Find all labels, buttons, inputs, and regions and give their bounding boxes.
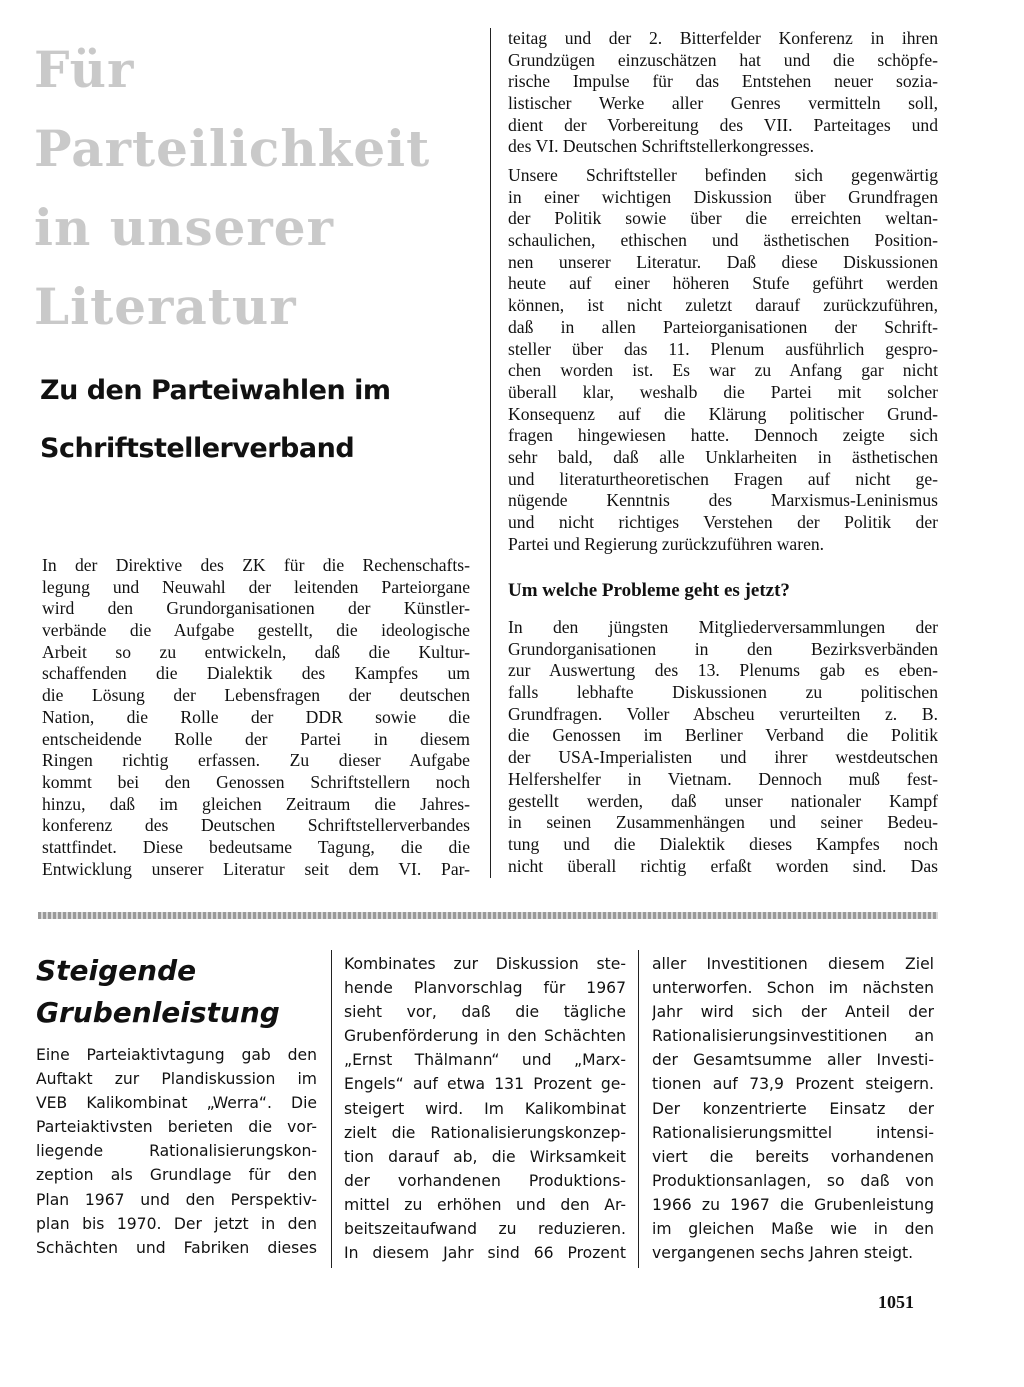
text-line: Plan 1967 und den Perspektiv- [36,1190,317,1209]
article-right-column-p3 [508,617,938,877]
text-line: schaffenden die Dialektik des Kampfes um [42,663,470,684]
text-line: überall klar, weshalb die Partei mit solcher [508,381,938,402]
text-line: Unsere Schriftsteller befinden sich gegenwärtig [508,165,938,185]
column-divider [490,28,491,878]
text-line: Nation, die Rolle der DDR sowie die [42,706,470,727]
text-line: der vorhandenen Produktions- [344,1171,626,1190]
text-line: entscheidende Rolle der Partei in diesem [42,728,470,749]
text-line: sieht vor, daß die tägliche [344,1003,626,1022]
text-line: Rationalisierungsinvestitionen an [652,1027,934,1046]
text-line: In den jüngsten Mitgliederversammlungen der [508,617,938,637]
text-line: Schächten und Fabriken dieses [36,1238,317,1257]
text-line: zielt die Rationalisierungskonzep- [344,1123,626,1142]
column-divider [331,950,332,1268]
text-line: Kombinates zur Diskussion ste- [344,955,626,973]
title-line: Grubenleistung [36,996,280,1029]
text-line: zur Auswertung des 13. Plenums gab es eben- [508,660,938,681]
article2-column-3 [652,952,934,1265]
text-line: Helfershelfer in Vietnam. Dennoch muß fest- [508,768,938,789]
text-line: steigert wird. Im Kalikombinat [344,1099,626,1118]
text-line: nicht überall richtig erfaßt worden sind. Das [508,855,938,876]
text-line: die Genossen im Berliner Verband die Politik [508,725,938,746]
text-line: Entwicklung unserer Literatur seit dem VI. Par- [42,858,470,879]
text-line: Arbeit so zu entwickeln, daß die Kultur- [42,641,470,662]
text-line: Produktionsanlagen, so daß von [652,1171,934,1190]
kicker-headline [34,30,474,346]
article-left-column [42,555,470,880]
title-line: Steigende [36,954,197,987]
text-line: In der Direktive des ZK für die Rechenschafts- [42,555,470,575]
text-line: schaulichen, ethischen und ästhetischen Position- [508,230,938,251]
text-line: kommt bei den Genossen Schriftstellern noch [42,771,470,792]
text-line: Konsequenz auf die Klärung politischer Grund- [508,403,938,424]
column-divider [638,950,639,1268]
kicker-line: in unserer [34,198,334,257]
text-line: steller über das 11. Plenum ausführlich gespro- [508,338,938,359]
article-right-column-p1 [508,28,938,158]
text-line: verbände die Aufgabe gestellt, die ideologische [42,620,470,641]
text-line: 1966 zu 1967 die Grubenleistung [652,1195,934,1214]
page-number: 1051 [878,1292,914,1312]
text-line: Parteiaktivsten berieten die vor- [36,1118,317,1137]
text-line: wird den Grundorganisationen der Künstler- [42,598,470,619]
text-line: Partei und Regierung zurückzuführen waren. [508,533,825,554]
text-line: sehr bald, daß alle Unklarheiten in ästhetischen [508,446,938,467]
text-line: dient der Vorbereitung des VII. Parteitages und [508,114,938,135]
text-line: gestellt werden, daß unser nationaler Kampf [508,790,938,811]
text-line: Grundzügen einzuschätzen hat und die schöpfe- [508,49,938,70]
text-line: Jahr wird sich der Anteil der [652,1003,934,1022]
text-line: tung und die Dialektik dieses Kampfes noch [508,833,938,854]
text-line: viert die bereits vorhandenen [652,1147,934,1166]
text-line: plan bis 1970. Der jetzt in den [36,1214,317,1233]
text-line: rische Impulse für das Entstehen neuer sozia- [508,71,938,92]
article2-column-1 [36,1043,317,1260]
text-line: hinzu, daß im gleichen Zeitraum die Jahres- [42,793,470,814]
text-line: im gleichen Maße wie in den [652,1220,934,1239]
text-line: liegende Rationalisierungskon- [36,1142,317,1161]
kicker-line: Literatur [34,277,297,336]
subtitle-line: Schriftstellerverband [40,433,355,464]
text-line: zeption als Grundlage für den [36,1166,317,1185]
section-heading: Um welche Probleme geht es jetzt? [508,580,790,601]
article-right-column-p2 [508,165,938,555]
text-line: Ringen richtig erfassen. Zu dieser Aufgabe [42,750,470,771]
kicker-line: Für [34,40,135,99]
text-line: die Lösung der Lebensfragen der deutschen [42,685,470,706]
text-line: falls lebhafte Diskussionen zu politischen [508,682,938,703]
text-line: Auftakt zur Plandiskussion im [36,1070,317,1089]
text-line: in seinen Zusammenhängen und seiner Bedeu- [508,812,938,833]
text-line: hende Planvorschlag für 1967 [344,979,626,998]
text-line: und nicht richtiges Verstehen der Politik der [508,512,938,532]
article2-column-2 [344,952,626,1265]
text-line: mittel zu erhöhen und den Ar- [344,1195,626,1214]
text-line: in einer wichtigen Diskussion über Grundfragen [508,186,938,207]
text-line: vergangenen sechs Jahren steigt. [652,1244,914,1263]
text-line: Der konzentrierte Einsatz der [652,1099,934,1118]
text-line: heute auf einer höheren Stufe geführt werden [508,273,938,294]
text-line: Grundfragen. Voller Abscheu verurteilten z. B. [508,703,938,724]
text-line: Grubenförderung in den Schächten [344,1027,626,1046]
text-line: beitszeitaufwand zu reduzieren. [344,1220,626,1239]
text-line: der USA-Imperialisten und ihrer westdeutschen [508,747,938,768]
text-line: In diesem Jahr sind 66 Prozent [344,1244,626,1263]
article-subtitle [40,362,490,478]
section-separator [38,912,938,919]
text-line: VEB Kalikombinat „Werra“. Die [36,1094,317,1113]
text-line: konferenz des Deutschen Schriftstellerverbandes [42,815,470,836]
text-line: daß in allen Parteiorganisationen der Schrift- [508,316,938,337]
text-line: listischer Werke aller Genres vermitteln soll, [508,93,938,114]
text-line: legung und Neuwahl der leitenden Parteiorgane [42,576,470,597]
text-line: können, ist nicht zuletzt darauf zurückzuführen, [508,295,938,316]
text-line: stattfindet. Diese bedeutsame Tagung, die die [42,836,470,857]
text-line: fragen hingewiesen hatte. Dennoch zeigte sich [508,425,938,446]
text-line: Rationalisierungsmittel intensi- [652,1123,934,1142]
text-line: tionen auf 73,9 Prozent steigern. [652,1075,934,1094]
text-line: der Gesamtsumme aller Investi- [652,1051,934,1070]
text-line: aller Investitionen diesem Ziel [652,955,934,973]
text-line: Engels“ auf etwa 131 Prozent ge- [344,1075,626,1094]
text-line: teitag und der 2. Bitterfelder Konferenz in ihren [508,28,938,48]
text-line: Grundorganisationen in den Bezirksverbänden [508,638,938,659]
text-line: Eine Parteiaktivtagung gab den [36,1046,317,1064]
text-line: tion darauf ab, die Wirksamkeit [344,1147,626,1166]
subtitle-line: Zu den Parteiwahlen im [40,375,391,406]
text-line: unterworfen. Schon im nächsten [652,979,934,998]
text-line: des VI. Deutschen Schriftstellerkongresses. [508,136,815,157]
text-line: nen unserer Literatur. Daß diese Diskussionen [508,251,938,272]
text-line: und literaturtheoretischen Fragen auf nicht ge- [508,468,938,489]
kicker-line: Parteilichkeit [34,119,431,178]
text-line: der Politik sowie über die erreichten weltan- [508,208,938,229]
text-line: chen worden ist. Es war zu Anfang gar nicht [508,360,938,381]
article-title [36,950,336,1034]
text-line: nügende Kenntnis des Marxismus-Leninismus [508,490,938,511]
text-line: „Ernst Thälmann“ und „Marx- [344,1051,626,1070]
